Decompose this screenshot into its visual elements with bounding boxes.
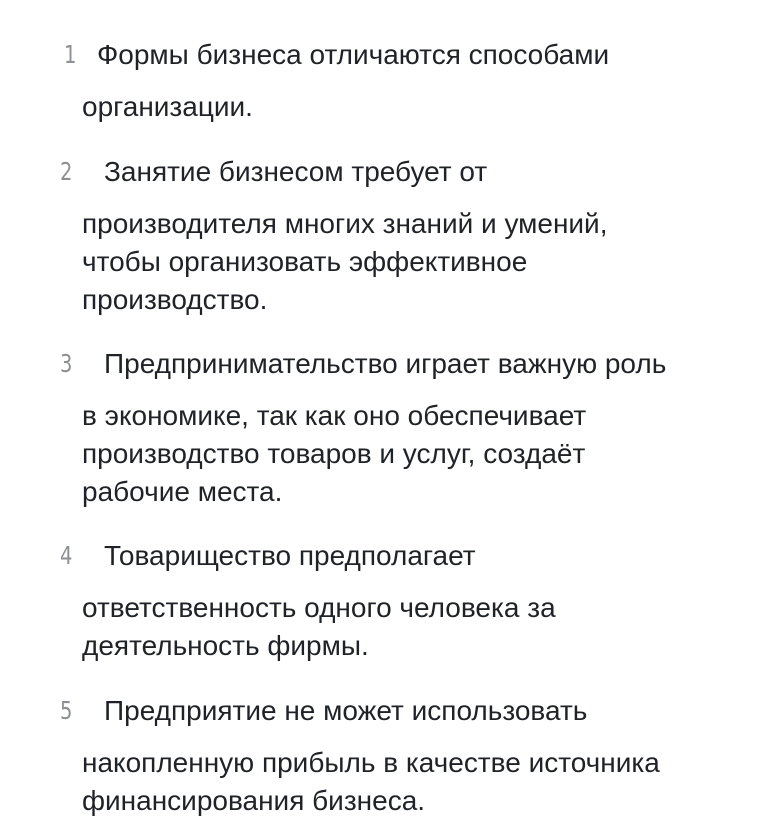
statement-continuation: [82, 205, 762, 319]
statement-first-line: Предприятие не может использовать: [104, 695, 588, 726]
statement-continuation: [82, 397, 762, 511]
statement-continuation: [82, 589, 762, 665]
statement-line: производство.: [82, 284, 268, 315]
statement-line: чтобы организовать эффективное: [82, 246, 528, 277]
statement-number: 1: [64, 40, 77, 69]
statement-continuation: [82, 744, 762, 820]
statement-line: деятельность фирмы.: [82, 630, 369, 661]
statement-first-line: Занятие бизнесом требует от: [104, 156, 488, 187]
statement-line: финансирования бизнеса.: [82, 785, 426, 816]
statement-number: 5: [60, 696, 73, 725]
statement-line: накопленную прибыль в качестве источника: [82, 747, 660, 778]
statement-first-line: Предпринимательство играет важную роль: [104, 348, 667, 379]
statement-number: 3: [60, 349, 73, 378]
statement-continuation: [82, 88, 762, 126]
statement-line: ответственность одного человека за: [82, 592, 556, 623]
statement-first-line: Товарищество предполагает: [104, 540, 476, 571]
statement-line: производителя многих знаний и умений,: [82, 208, 608, 239]
statement-line: в экономике, так как оно обеспечивает: [82, 400, 587, 431]
statement-line: организации.: [82, 91, 253, 122]
statement-number: 2: [60, 157, 73, 186]
statement-first-line: Формы бизнеса отличаются способами: [97, 39, 610, 70]
statement-line: рабочие места.: [82, 476, 283, 507]
statement-number: 4: [60, 541, 73, 570]
statement-line: производство товаров и услуг, создаёт: [82, 438, 586, 469]
